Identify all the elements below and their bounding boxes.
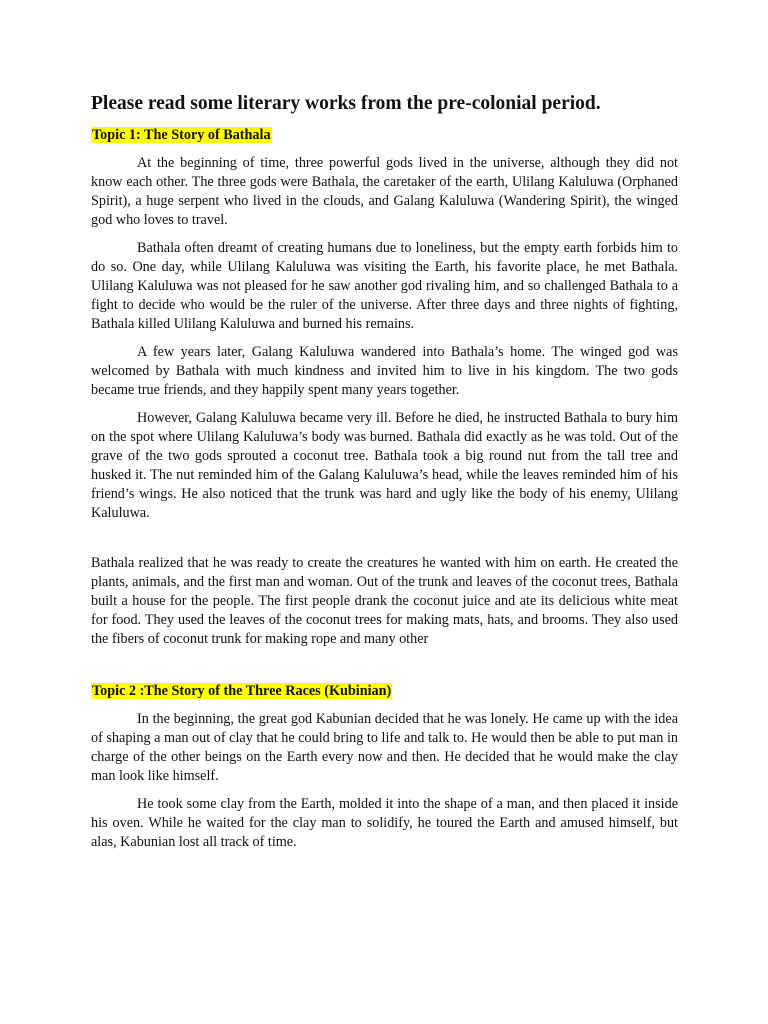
topic-1-closing-paragraph: Bathala realized that he was ready to create the creatures he wanted with him on earth. He created the plants, animals, and the first man and woman. Out of the trunk and leaves of the coconut trees, Bathala built a house for the people. The first people drank the coconut juice and ate its delicious white meat for food. They used the leaves of the coconut trees for making mats, hats, and brooms. They also used the fibers of coconut trunk for making rope and many other (91, 555, 678, 647)
topic-2-heading (91, 682, 678, 701)
document-page (91, 90, 678, 852)
page-title: Please read some literary works from the pre-colonial period. (91, 93, 601, 114)
topic-1-title: Topic 1: The Story of Bathala (92, 127, 271, 143)
topic-1-paragraph-2: Bathala often dreamt of creating humans due to loneliness, but the empty earth forbids him to do so. One day, while Ulilang Kaluluwa was visiting the Earth, his favorite place, he met Bathala. Ulilang Kaluluwa was not pleased for he saw another god rivaling him, and so challenged Bathala to a fight to decide who would be the ruler of the universe. After three days and three nights of fighting, Bathala killed Ulilang Kaluluwa and burned his remains. (91, 240, 678, 332)
topic-1-heading (91, 126, 678, 145)
topic-1-paragraph-3: A few years later, Galang Kaluluwa wandered into Bathala’s home. The winged god was welcomed by Bathala with much kindness and invited him to live in his kingdom. The two gods became true friends, and they happily spent many years together. (91, 344, 678, 398)
topic-2-title: Topic 2 :The Story of the Three Races (Kubinian) (92, 683, 392, 699)
topic-2-paragraph-2: He took some clay from the Earth, molded it into the shape of a man, and then placed it inside his oven. While he waited for the clay man to solidify, he toured the Earth and amused himself, but alas, Kabunian lost all track of time. (91, 796, 678, 850)
topic-1-paragraph-4: However, Galang Kaluluwa became very ill. Before he died, he instructed Bathala to bury him on the spot where Ulilang Kaluluwa’s body was burned. Bathala did exactly as he was told. Out of the grave of the two gods sprouted a coconut tree. Bathala took a big round nut from the tall tree and husked it. The nut reminded him of the Galang Kaluluwa’s head, while the leaves reminded him of his friend’s wings. He also noticed that the trunk was hard and ugly like the body of his enemy, Ulilang Kaluluwa. (91, 410, 678, 521)
topic-2-paragraph-1: In the beginning, the great god Kabunian decided that he was lonely. He came up with the idea of shaping a man out of clay that he could bring to life and talk to. He would then be able to put man in charge of the other beings on the Earth every now and then. He decided that he would make the clay man look like himself. (91, 711, 678, 784)
topic-1-paragraph-1: At the beginning of time, three powerful gods lived in the universe, although they did not know each other. The three gods were Bathala, the caretaker of the earth, Ulilang Kaluluwa (Orphaned Spirit), a huge serpent who lived in the clouds, and Galang Kaluluwa (Wandering Spirit), the winged god who loves to travel. (91, 155, 678, 228)
